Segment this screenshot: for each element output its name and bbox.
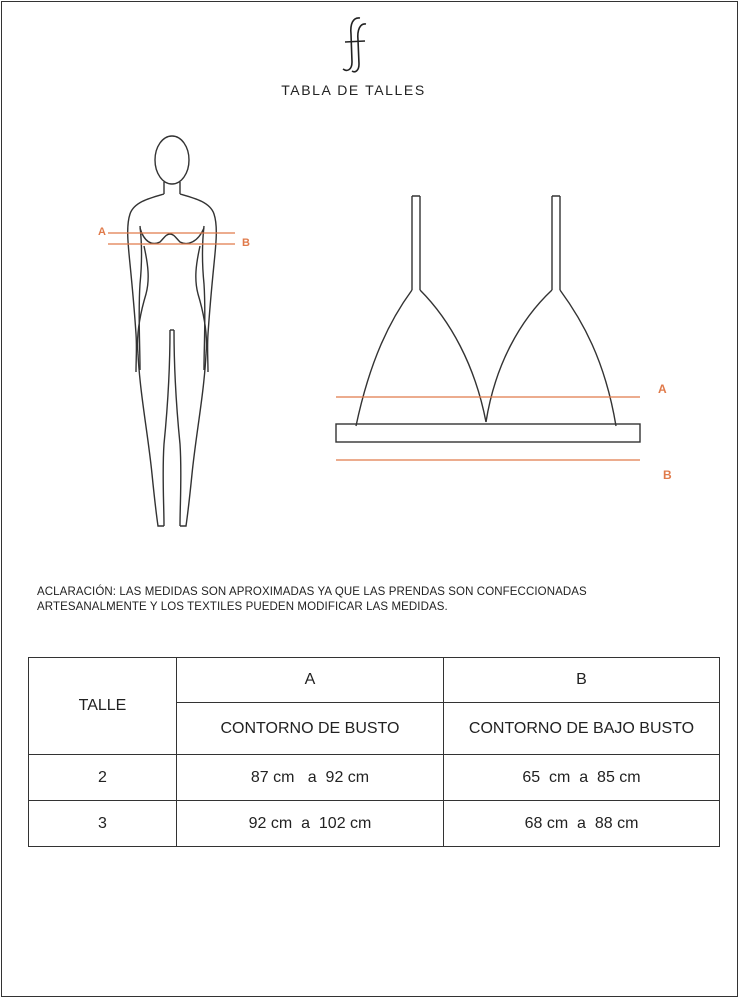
talle-cell: 3 [29, 801, 177, 847]
bajo-busto-cell: 65 cm a 85 cm [444, 755, 720, 801]
ff-monogram-logo [335, 14, 375, 74]
figure-label-b: B [242, 237, 250, 249]
disclaimer-note [37, 585, 697, 615]
col-a-header: A [177, 658, 444, 703]
busto-cell: 92 cm a 102 cm [177, 801, 444, 847]
col-a-description: CONTORNO DE BUSTO [177, 703, 444, 755]
page-title: TABLA DE TALLES [281, 82, 426, 98]
size-table [28, 657, 720, 847]
bra-label-a: A [658, 382, 667, 396]
col-b-header: B [444, 658, 720, 703]
col-b-description: CONTORNO DE BAJO BUSTO [444, 703, 720, 755]
bajo-busto-cell: 68 cm a 88 cm [444, 801, 720, 847]
figure-label-a: A [98, 226, 106, 238]
bra-label-b: B [663, 468, 672, 482]
table-row [29, 801, 720, 847]
table-row [29, 755, 720, 801]
body-measurement-figure [90, 134, 260, 534]
busto-cell: 87 cm a 92 cm [177, 755, 444, 801]
talle-header: TALLE [29, 658, 177, 755]
disclaimer-line-2: ARTESANALMENTE Y LOS TEXTILES PUEDEN MODIFICAR LAS MEDIDAS. [37, 601, 448, 613]
talle-cell: 2 [29, 755, 177, 801]
disclaimer-line-1: ACLARACIÓN: LAS MEDIDAS SON APROXIMADAS YA QUE LAS PRENDAS SON CONFECCIONADAS [37, 586, 587, 598]
bra-measurement-diagram [330, 190, 680, 490]
